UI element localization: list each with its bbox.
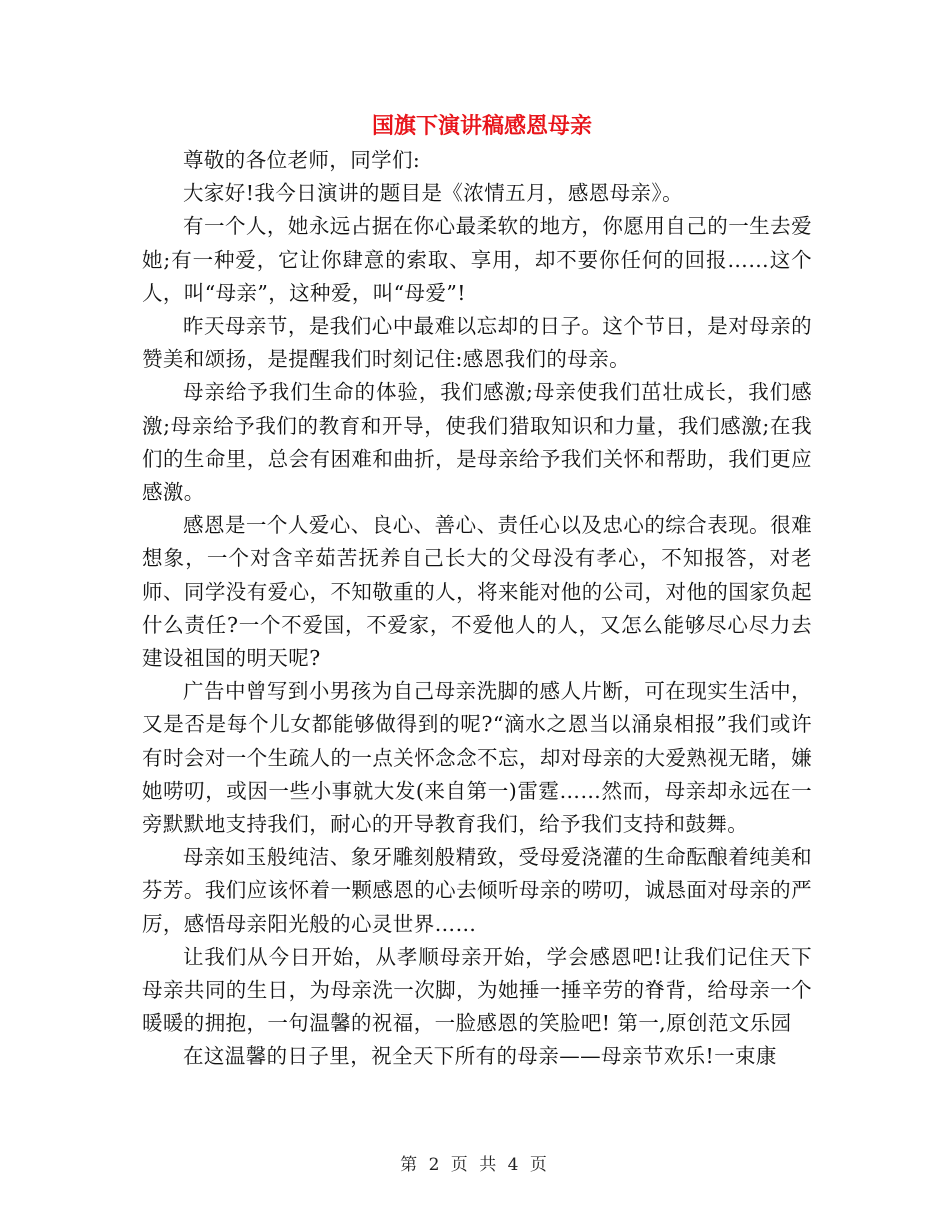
paragraph-greeting: 大家好!我今日演讲的题目是《浓情五月，感恩母亲》。	[183, 181, 683, 206]
paragraph-salutation: 尊敬的各位老师，同学们:	[183, 148, 421, 172]
paragraph-closing: 在这温馨的日子里，祝全天下所有的母亲——母亲节欢乐!一束康	[183, 1044, 777, 1069]
document-title: 国旗下演讲稿感恩母亲	[371, 113, 592, 139]
paragraph-gratitude: 母亲给予我们生命的体验，我们感激;母亲使我们茁壮成长，我们感激;母亲给予我们的教育和开导，使我们猎取知识和力量，我们感激;在我们的生命里，总会有困难和曲折，是母亲给予我们关怀和帮助，我们更应感激。	[142, 380, 812, 505]
document-body	[142, 108, 812, 1074]
paragraph-thanksgiving: 感恩是一个人爱心、良心、善心、责任心以及忠心的综合表现。很难想象，一个对含辛茹苦抚养自己长大的父母没有孝心，不知报答，对老师、同学没有爱心，不知敬重的人，将来能对他的公司，对他的国家负起什么责任?一个不爱国，不爱家，不爱他人的人，又怎么能够尽心尽力去建设祖国的明天呢?	[142, 513, 812, 671]
paragraph-call-to-action: 让我们从今日开始，从孝顺母亲开始，学会感恩吧!让我们记住天下母亲共同的生日，为母亲洗一次脚，为她捶一捶辛劳的脊背，给母亲一个暖暖的拥抱，一句温馨的祝福，一脸感恩的笑脸吧! 第一,原创范文乐园	[142, 944, 812, 1036]
paragraph-advertisement: 广告中曾写到小男孩为自己母亲洗脚的感人片断，可在现实生活中，又是否是每个儿女都能够做得到的呢?“滴水之恩当以涌泉相报”我们或许有时会对一个生疏人的一点关怀念念不忘，却对母亲的大爱熟视无睹，嫌她唠叨，或因一些小事就大发(来自第一)雷霆……然而，母亲却永远在一旁默默地支持我们，耐心的开导教育我们，给予我们支持和鼓舞。	[142, 679, 812, 837]
paragraph-mother-love: 有一个人，她永远占据在你心最柔软的地方，你愿用自己的一生去爱她;有一种爱，它让你肆意的索取、享用，却不要你任何的回报……这个人，叫“母亲”，这种爱，叫“母爱”!	[142, 214, 812, 305]
paragraph-mothers-day: 昨天母亲节，是我们心中最难以忘却的日子。这个节日，是对母亲的赞美和颂扬，是提醒我们时刻记住:感恩我们的母亲。	[142, 314, 812, 372]
page-number-footer: 第 2 页 共 4 页	[400, 1155, 550, 1175]
paragraph-mother-jade: 母亲如玉般纯洁、象牙雕刻般精致，受母爱浇灌的生命酝酿着纯美和芬芳。我们应该怀着一颗感恩的心去倾听母亲的唠叨，诚恳面对母亲的严厉，感悟母亲阳光般的心灵世界……	[142, 845, 812, 936]
